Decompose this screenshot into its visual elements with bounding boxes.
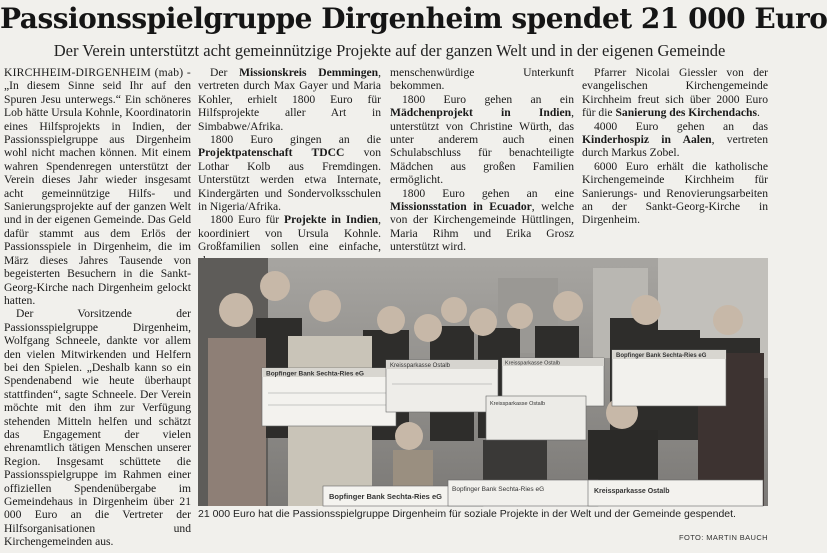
paragraph: 6000 Euro erhält die katholische Kirchengemeinde Kirchheim für Sanierungs- und Renovierungsarbeiten an der Sankt-Georg-Kirche in Dirgenheim.: [582, 159, 768, 227]
check-bank-label: Kreissparkasse Ostalb: [390, 363, 451, 369]
photo-illustration: [198, 258, 768, 506]
bold-text: Projektpatenschaft TDCC: [198, 146, 345, 160]
check-bank-label: Bopfinger Bank Sechta-Ries eG: [329, 492, 442, 501]
article-column-2: [198, 66, 381, 254]
check-bank-label: Bopfinger Bank Sechta-Ries eG: [266, 370, 364, 378]
text: 4000 Euro gehen an das: [594, 119, 768, 133]
paragraph-intro: [4, 66, 191, 307]
dateline: KIRCHHEIM-DIRGENHEIM (mab) -: [4, 66, 191, 79]
paragraph: [582, 120, 768, 160]
check-bank-label: Bopfinger Bank Sechta-Ries eG: [452, 486, 545, 493]
article-column-3: [390, 66, 574, 254]
check-bank-label: Kreissparkasse Ostalb: [594, 488, 670, 495]
text: von Lothar Kolb aus Fremdingen. Unterstützt werden etwa Internate, Kindergärten und Sondervolksschulen in Nigeria/Afrika.: [198, 146, 381, 214]
group-photo: [198, 258, 768, 506]
text: , unterstützt von Christine Würth, das unter anderem auch einen Schulabschluss für benachteiligte Mädchen aus großen Familien ermöglicht.: [390, 106, 574, 187]
text: , vertreten durch Markus Zobel.: [582, 133, 768, 160]
text: , vertreten durch Max Gayer und Maria Kohler, erhielt 1800 Euro für Hilfsprojekte aller Art in Simbabwe/Afrika.: [198, 66, 381, 133]
text: Der: [210, 66, 240, 79]
text: 1800 Euro gingen an die: [210, 133, 381, 147]
check-bank-label: Kreissparkasse Ostalb: [490, 401, 546, 407]
paragraph: [390, 93, 574, 187]
bold-text: Missionsstation in Ecuador: [390, 200, 532, 214]
paragraph: menschenwürdige Unterkunft bekommen.: [390, 66, 574, 93]
text: , koordiniert von Ursula Kohnle. Großfamilien sollen eine einfache,: [198, 213, 381, 254]
text: 1800 Euro gehen an eine: [402, 186, 574, 200]
bold-text: Sanierung des Kirchendachs: [615, 106, 757, 120]
text: 1800 Euro für: [210, 213, 285, 227]
text: 1800 Euro gehen an ein: [402, 92, 574, 106]
check-bank-label: Bopfinger Bank Sechta-Ries eG: [616, 353, 707, 359]
check-bank-label: Kreissparkasse Ostalb: [505, 360, 561, 367]
article-column-1: [4, 66, 191, 549]
paragraph: [390, 187, 574, 254]
subheadline: Der Verein unterstützt acht gemeinnützige Projekte auf der ganzen Welt und in der eigenen Gemeinde: [53, 41, 726, 60]
bold-text: Missionskreis Demmingen: [239, 66, 379, 79]
text: Pfarrer Nicolai Giessler von der evangelischen Kirchengemeinde Kirchheim freut sich über 2000 Euro für die: [582, 66, 768, 120]
bold-text: Kinderhospiz in Aalen: [582, 133, 712, 147]
photo-credit: FOTO: MARTIN BAUCH: [678, 533, 768, 542]
photo-caption: 21 000 Euro hat die Passionsspielgruppe Dirgenheim für soziale Projekte in der Welt und der Gemeinde gespendet.: [198, 508, 736, 520]
paragraph-text: „In diesem Sinne seid Ihr auf den Spuren Jesu unterwegs.“ Ein schöneres Lob hätte Ursula Kohnle, Koordinatorin eines Hilfsprojekts in Indien, der Passionsspielgruppe aus Dirgenheim wohl nicht machen können. Mit einem wahren Spendenregen unterstützt der Verein dieses Jahr wieder insgesamt acht gemeinnützige Hilfs- und Sanierungsprojekte auf der ganzen Welt und in der eigenen Gemeinde. Das Geld dafür stammt aus dem Erlös der Passionsspiele in Dirgenheim, die im März dieses Jahres Tausende von begeisterten Besuchern in die Sankt-Georg-Kirche nach Dirgenheim gelockt hatten.: [4, 79, 191, 307]
paragraph: Der Vorsitzende der Passionsspielgruppe Dirgenheim, Wolfgang Schneele, dankte vor allem den vielen Mitwirkenden und Helfern bei den Spielen. „Deshalb kann so ein Spendenabend wie heute überhaupt stattfinden“, sagte Schneele. Der Verein möchte mit den ihm zur Verfügung stehenden Mitteln helfen und schätzt das Engagement der vielen ehrenamtlich tätigen Menschen unserer Region. Insgesamt schüttete die Passionsspielgruppe im Rahmen einer offiziellen Spendenübergabe im Gemeindehaus in Dirgenheim über 21 000 Euro an die Vertreter der Hilfsorganisationen und Kirchengemeinden aus.: [4, 307, 191, 549]
text: , welche von der Kirchengemeinde Hüttlingen, Maria Rihm und Erika Grosz unterstützt wird.: [390, 200, 574, 254]
bold-text: Mädchenprojekt in Indien: [390, 106, 572, 120]
bold-text: Projekte in Indien: [284, 213, 379, 227]
paragraph: [198, 66, 381, 133]
text: .: [757, 106, 760, 120]
headline: Passionsspielgruppe Dirgenheim spendet 21 000 Euro: [0, 2, 827, 35]
paragraph: [582, 66, 768, 120]
paragraph: [198, 133, 381, 213]
article-column-4: [582, 66, 768, 254]
